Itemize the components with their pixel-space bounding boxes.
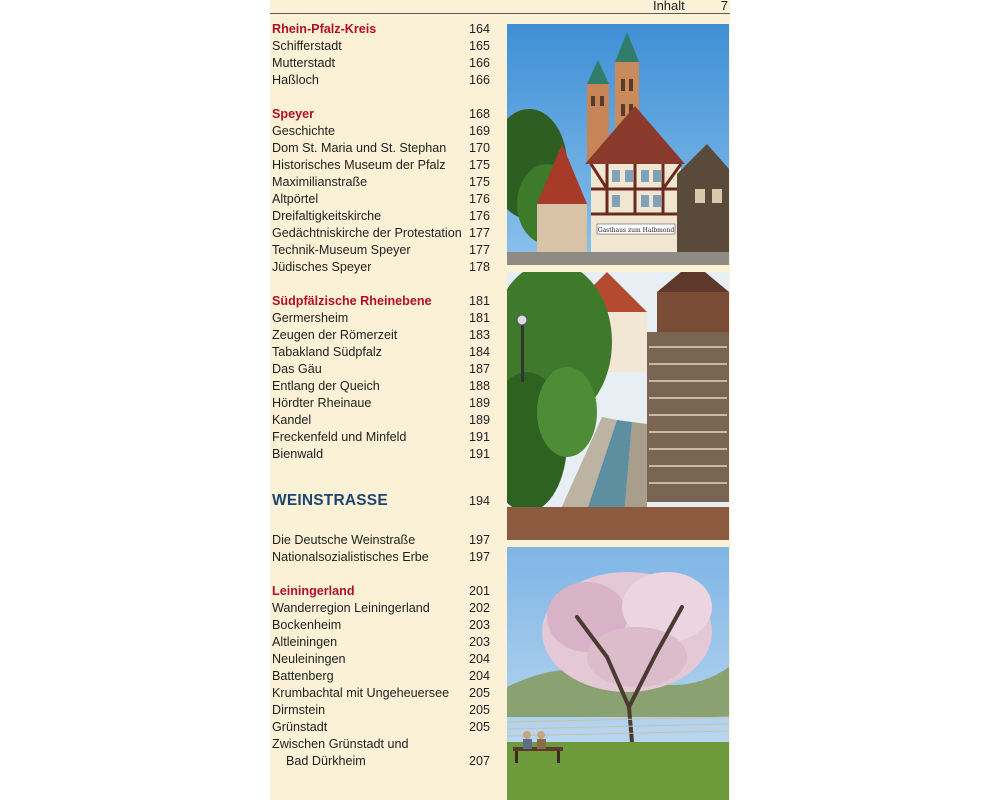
spacer (272, 276, 492, 293)
toc-entry-title: Krumbachtal mit Ungeheuersee (272, 686, 450, 700)
toc-page-number: 189 (468, 413, 490, 427)
toc-entry-title: Battenberg (272, 669, 334, 683)
photo-column (507, 24, 729, 800)
running-head (653, 0, 728, 13)
toc-entry[interactable] (272, 242, 492, 259)
toc-entry[interactable] (272, 651, 492, 668)
photo-water-wheel (507, 272, 729, 540)
toc-entry[interactable] (272, 617, 492, 634)
toc-entry-title: Dirmstein (272, 703, 326, 717)
toc-entry-title: Grünstadt (272, 720, 328, 734)
toc-entry[interactable] (272, 549, 492, 566)
toc-entry[interactable] (272, 532, 492, 549)
toc-entry[interactable] (272, 310, 492, 327)
toc-page-number: 203 (468, 618, 490, 632)
toc-entry-title: Altleiningen (272, 635, 338, 649)
toc-entry[interactable] (272, 412, 492, 429)
spacer (272, 515, 492, 532)
toc-page-number: 201 (468, 584, 490, 598)
toc-entry-title: Dom St. Maria und St. Stephan (272, 141, 447, 155)
toc-page-number: 204 (468, 652, 490, 666)
spacer (272, 566, 492, 583)
toc-section-heading[interactable] (272, 293, 492, 310)
toc-entry[interactable] (272, 123, 492, 140)
toc-page-number: 197 (468, 533, 490, 547)
toc-entry-title: Bienwald (272, 447, 324, 461)
toc-page-number: 181 (468, 311, 490, 325)
header-rule (270, 13, 730, 14)
toc-entry[interactable] (272, 736, 492, 753)
toc-entry-title: Haßloch (272, 73, 319, 87)
toc-entry-title: Zwischen Grünstadt und (272, 737, 409, 751)
toc-entry[interactable] (272, 225, 492, 242)
toc-entry[interactable] (272, 208, 492, 225)
toc-section-title: Speyer (272, 107, 315, 121)
toc-page-number: 191 (468, 447, 490, 461)
toc-entry[interactable] (272, 174, 492, 191)
toc-entry[interactable] (272, 634, 492, 651)
toc-entry-title: Germersheim (272, 311, 349, 325)
toc-entry-title: Bad Dürkheim (286, 754, 366, 768)
toc-section-title: Rhein-Pfalz-Kreis (272, 22, 377, 36)
book-page (270, 0, 730, 800)
table-of-contents (272, 21, 492, 770)
toc-entry-title: Geschichte (272, 124, 335, 138)
toc-page-number: 165 (468, 39, 490, 53)
toc-section-title: Südpfälzische Rheinebene (272, 294, 432, 308)
toc-entry-title: Bockenheim (272, 618, 342, 632)
toc-entry[interactable] (272, 344, 492, 361)
running-head-page-number: 7 (720, 0, 728, 13)
toc-entry[interactable] (272, 600, 492, 617)
toc-entry-title: Mutterstadt (272, 56, 335, 70)
toc-entry[interactable] (272, 72, 492, 89)
toc-page-number: 189 (468, 396, 490, 410)
inn-sign-text: Gasthaus zum Halbmond (597, 227, 675, 234)
toc-entry[interactable] (272, 38, 492, 55)
toc-page-number: 191 (468, 430, 490, 444)
toc-entry[interactable] (272, 429, 492, 446)
toc-chapter-title: WEINSTRASSE (272, 492, 388, 509)
photo-almond-blossom (507, 547, 729, 800)
toc-entry-title: Gedächtniskirche der Protestation (272, 226, 462, 240)
toc-entry-title: Historisches Museum der Pfalz (272, 158, 446, 172)
toc-entry-title: Technik-Museum Speyer (272, 243, 411, 257)
photo-speyer-cathedral-halftimber (507, 24, 729, 265)
toc-entry[interactable] (272, 685, 492, 702)
toc-entry[interactable] (272, 702, 492, 719)
toc-page-number: 176 (468, 209, 490, 223)
toc-page-number: 205 (468, 686, 490, 700)
toc-entry-title: Neuleiningen (272, 652, 346, 666)
running-head-title: Inhalt (652, 0, 685, 13)
toc-page-number: 170 (468, 141, 490, 155)
toc-entry-title: Kandel (272, 413, 312, 427)
spacer (272, 463, 492, 489)
toc-page-number: 207 (468, 754, 490, 768)
toc-page-number: 178 (468, 260, 490, 274)
toc-page-number: 177 (468, 243, 490, 257)
toc-page-number: 177 (468, 226, 490, 240)
toc-entry[interactable] (272, 259, 492, 276)
toc-entry[interactable] (272, 395, 492, 412)
spacer (272, 89, 492, 106)
toc-chapter-heading[interactable] (272, 489, 492, 515)
toc-page-number: 203 (468, 635, 490, 649)
toc-entry[interactable] (272, 753, 492, 770)
toc-section-heading[interactable] (272, 583, 492, 600)
toc-page-number: 168 (468, 107, 490, 121)
toc-page-number: 181 (468, 294, 490, 308)
toc-page-number: 164 (468, 22, 490, 36)
toc-page-number: 202 (468, 601, 490, 615)
toc-entry[interactable] (272, 140, 492, 157)
toc-page-number: 169 (468, 124, 490, 138)
toc-entry[interactable] (272, 378, 492, 395)
toc-entry-title: Nationalsozialistisches Erbe (272, 550, 429, 564)
toc-page-number: 205 (468, 720, 490, 734)
toc-entry-title: Entlang der Queich (272, 379, 380, 393)
toc-section-heading[interactable] (272, 21, 492, 38)
toc-page-number: 197 (468, 550, 490, 564)
toc-section-title: Leiningerland (272, 584, 355, 598)
toc-entry[interactable] (272, 327, 492, 344)
toc-page-number: 188 (468, 379, 490, 393)
toc-page-number: 176 (468, 192, 490, 206)
toc-entry-title: Schifferstadt (272, 39, 342, 53)
toc-entry[interactable] (272, 191, 492, 208)
toc-entry-title: Altpörtel (272, 192, 319, 206)
toc-page-number: 175 (468, 158, 490, 172)
toc-entry-title: Wanderregion Leiningerland (272, 601, 430, 615)
toc-entry-title: Hördter Rheinaue (272, 396, 372, 410)
toc-entry-title: Freckenfeld und Minfeld (272, 430, 407, 444)
toc-page-number: 183 (468, 328, 490, 342)
toc-page-number: 204 (468, 669, 490, 683)
toc-entry[interactable] (272, 446, 492, 463)
toc-entry-title: Tabakland Südpfalz (272, 345, 382, 359)
toc-section-heading[interactable] (272, 106, 492, 123)
toc-entry[interactable] (272, 719, 492, 736)
toc-page-number: 166 (468, 73, 490, 87)
toc-entry-title: Zeugen der Römerzeit (272, 328, 398, 342)
toc-entry-title: Maximilianstraße (272, 175, 368, 189)
toc-page-number: 194 (468, 494, 490, 508)
toc-page-number: 166 (468, 56, 490, 70)
toc-page-number: 175 (468, 175, 490, 189)
toc-entry[interactable] (272, 55, 492, 72)
toc-page-number: 187 (468, 362, 490, 376)
toc-entry-title: Jüdisches Speyer (272, 260, 372, 274)
toc-entry[interactable] (272, 668, 492, 685)
toc-entry[interactable] (272, 157, 492, 174)
toc-entry-title: Die Deutsche Weinstraße (272, 533, 416, 547)
toc-entry-title: Das Gäu (272, 362, 322, 376)
toc-entry[interactable] (272, 361, 492, 378)
toc-page-number: 184 (468, 345, 490, 359)
toc-entry-title: Dreifaltigkeitskirche (272, 209, 382, 223)
toc-page-number: 205 (468, 703, 490, 717)
